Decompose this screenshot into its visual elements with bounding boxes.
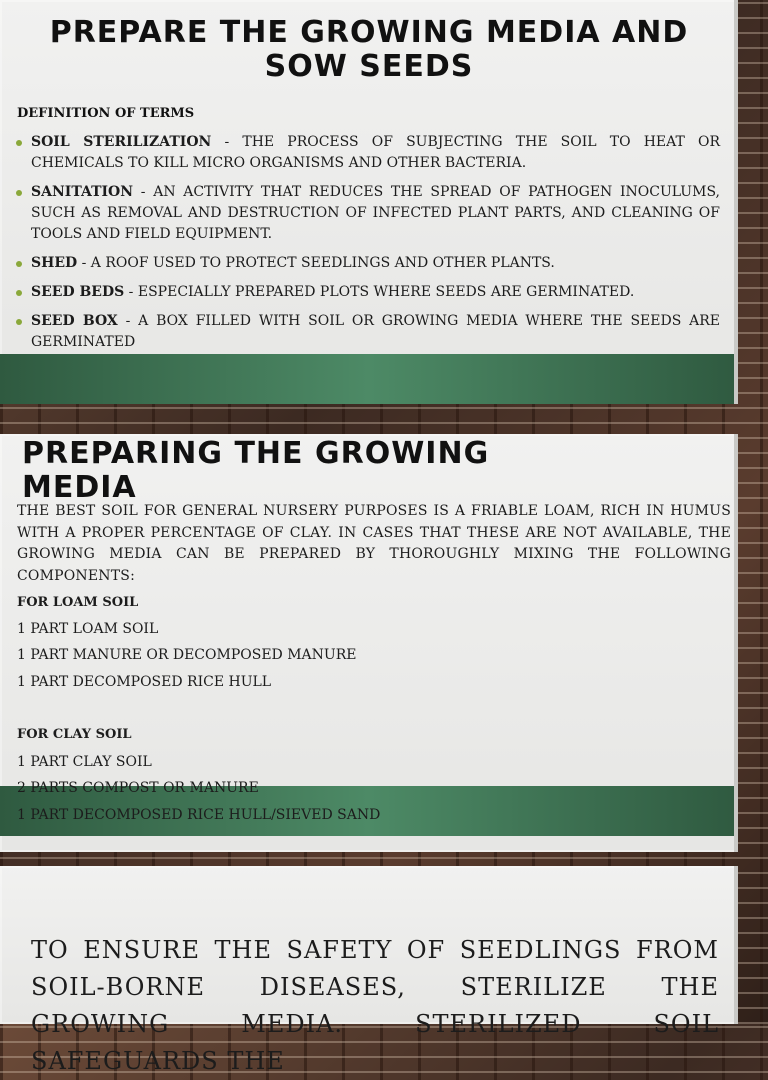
clay-soil-item: 2 PARTS COMPOST OR MANURE <box>17 780 259 796</box>
bullet-icon <box>16 190 22 196</box>
term-name: SEED BEDS <box>31 284 125 300</box>
term-name: SEED BOX <box>31 313 118 329</box>
term-definition: - ESPECIALLY PREPARED PLOTS WHERE SEEDS ARE GERMINATED. <box>124 284 635 300</box>
clay-soil-heading: FOR CLAY SOIL <box>17 727 132 742</box>
bullet-icon <box>16 261 22 267</box>
term-name: SOIL STERILIZATION <box>31 134 212 150</box>
slide-2-title <box>22 437 542 505</box>
bullet-icon <box>16 140 22 146</box>
slide-sterilize-media <box>0 866 738 1075</box>
term-name: SHED <box>31 255 78 271</box>
term-definition: - A ROOF USED TO PROTECT SEEDLINGS AND OTHER PLANTS. <box>77 255 555 271</box>
slide-preparing-growing-media <box>0 434 738 852</box>
loam-soil-item: 1 PART DECOMPOSED RICE HULL <box>17 674 272 690</box>
slide-footer-band <box>0 354 738 404</box>
slide-2-title-line-2: MEDIA <box>22 470 137 505</box>
loam-soil-heading: FOR LOAM SOIL <box>17 595 139 610</box>
bullet-icon <box>16 319 22 325</box>
term-name: SANITATION <box>31 184 134 200</box>
definition-of-terms-heading: DEFINITION OF TERMS <box>17 106 195 121</box>
term-item <box>14 282 720 303</box>
term-item <box>14 182 720 245</box>
term-definition: - A BOX FILLED WITH SOIL OR GROWING MEDIA WHERE THE SEEDS ARE GERMINATED <box>31 313 720 350</box>
sterilization-paragraph: TO ENSURE THE SAFETY OF SEEDLINGS FROM SOIL-BORNE DISEASES, STERILIZE THE GROWING MEDIA. STERILIZED SOIL SAFEGUARDS THE <box>31 936 719 1075</box>
loam-soil-item: 1 PART LOAM SOIL <box>17 621 159 637</box>
terms-list <box>14 132 720 361</box>
loam-soil-item: 1 PART MANURE OR DECOMPOSED MANURE <box>17 647 357 663</box>
clay-soil-item: 1 PART DECOMPOSED RICE HULL/SIEVED SAND <box>17 807 381 823</box>
slide-1-title-line-2: SOW SEEDS <box>264 49 474 84</box>
term-item <box>14 253 720 274</box>
slide-1-title-line-1: PREPARE THE GROWING MEDIA AND <box>49 15 689 50</box>
bullet-icon <box>16 290 22 296</box>
term-item <box>14 132 720 174</box>
slide-1-title <box>0 16 738 84</box>
slide-definition-of-terms <box>0 0 738 404</box>
term-definition: - THE PROCESS OF SUBJECTING THE SOIL TO HEAT OR CHEMICALS TO KILL MICRO ORGANISMS AND OTHER BACTERIA. <box>31 134 720 171</box>
clay-soil-item: 1 PART CLAY SOIL <box>17 754 152 770</box>
term-definition: - AN ACTIVITY THAT REDUCES THE SPREAD OF PATHOGEN INOCULUMS, SUCH AS REMOVAL AND DESTRUCTION OF INFECTED PLANT PARTS, AND CLEANING OF TOOLS AND FIELD EQUIPMENT. <box>31 184 720 242</box>
term-item <box>14 311 720 353</box>
slide-2-title-line-1: PREPARING THE GROWING <box>22 436 490 471</box>
growing-media-paragraph: THE BEST SOIL FOR GENERAL NURSERY PURPOSES IS A FRIABLE LOAM, RICH IN HUMUS WITH A PROPER PERCENTAGE OF CLAY. IN CASES THAT THESE ARE NOT AVAILABLE, THE GROWING MEDIA CAN BE PREPARED BY THOROUGHLY MIXING THE FOLLOWING COMPONENTS: <box>17 503 731 584</box>
